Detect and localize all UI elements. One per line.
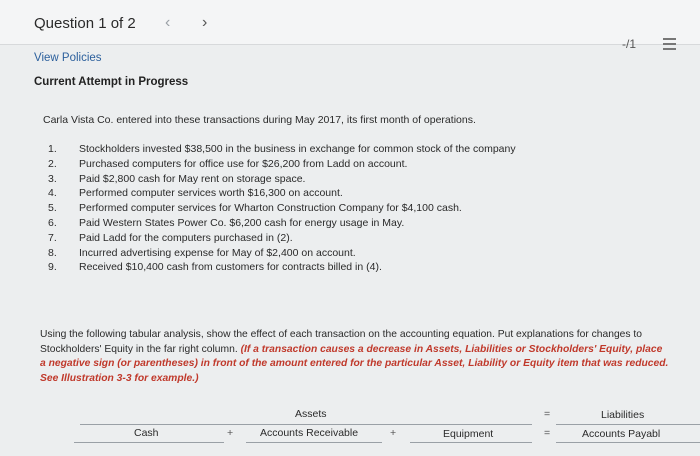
question-header bbox=[0, 0, 700, 45]
plus-sign: + bbox=[227, 427, 234, 439]
equals-sign: = bbox=[544, 427, 551, 439]
question-counter: Question 1 of 2 bbox=[34, 15, 136, 32]
chevron-right-icon[interactable]: › bbox=[202, 14, 208, 31]
list-item: 9. Received $10,400 cash from customers for contracts billed in (4). bbox=[48, 261, 382, 274]
instructions-text: Using the following tabular analysis, show the effect of each transaction on the accounting equation. Put explanations for changes to Stockholders' Equity in the far right column. bbox=[40, 329, 642, 355]
score-display: -/1 bbox=[622, 37, 637, 51]
liabilities-header: Liabilities bbox=[601, 409, 645, 421]
list-item: 3. Paid $2,800 cash for May rent on storage space. bbox=[48, 172, 306, 185]
list-item: 8. Incurred advertising expense for May of $2,400 on account. bbox=[48, 246, 356, 259]
attempt-status: Current Attempt in Progress bbox=[34, 76, 189, 88]
list-item: 1. Stockholders invested $38,500 in the business in exchange for common stock of the company bbox=[48, 143, 516, 155]
list-item: 4. Performed computer services worth $16,300 on account. bbox=[48, 187, 343, 200]
plus-sign: + bbox=[390, 427, 397, 439]
chevron-left-icon[interactable]: ‹ bbox=[165, 14, 171, 31]
column-underline bbox=[74, 442, 224, 443]
list-icon[interactable] bbox=[663, 38, 676, 51]
transaction-list bbox=[43, 142, 516, 275]
view-policies-link[interactable]: View Policies bbox=[34, 52, 102, 64]
column-header-accounts-payable: Accounts Payabl bbox=[582, 428, 661, 440]
list-item: 5. Performed computer services for Wharton Construction Company for $4,100 cash. bbox=[48, 202, 462, 215]
list-item: 2. Purchased computers for office use for $26,200 from Ladd on account. bbox=[48, 157, 408, 170]
assets-underline bbox=[80, 424, 532, 425]
instructions bbox=[40, 328, 670, 386]
column-header-equipment: Equipment bbox=[443, 428, 494, 440]
column-underline bbox=[410, 442, 532, 443]
column-header-cash: Cash bbox=[134, 427, 159, 439]
column-underline bbox=[556, 442, 700, 443]
problem-intro: Carla Vista Co. entered into these transactions during May 2017, its first month of operations. bbox=[43, 114, 476, 126]
list-item: 7. Paid Ladd for the computers purchased in (2). bbox=[48, 231, 293, 244]
assets-header: Assets bbox=[295, 408, 327, 420]
liabilities-underline bbox=[556, 424, 700, 425]
column-header-accounts-receivable: Accounts Receivable bbox=[260, 427, 359, 439]
instructions-warning: (If a transaction causes a decrease in Assets, Liabilities or Stockholders' Equity, place a negative sign (or parentheses) in front of the amount entered for the particular Asset, Liability or Equity item that was reduced. See Illustration 3-3 for example.) bbox=[40, 343, 669, 384]
column-underline bbox=[246, 442, 382, 443]
list-item: 6. Paid Western States Power Co. $6,200 cash for energy usage in May. bbox=[48, 216, 405, 229]
equals-sign: = bbox=[544, 408, 551, 420]
